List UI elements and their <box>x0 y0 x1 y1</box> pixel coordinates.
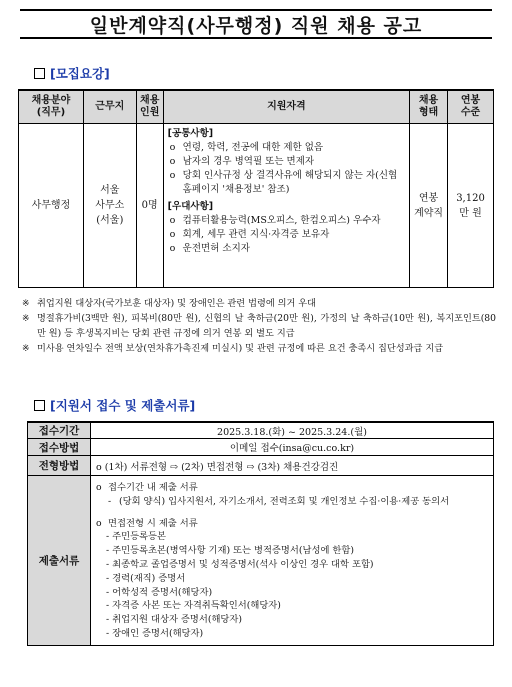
pref-title: [우대사항] <box>167 201 214 212</box>
method-label: 접수방법 <box>28 439 91 456</box>
header-type <box>410 90 448 124</box>
list-item: - 장애인 증명서(해당자) <box>106 627 204 639</box>
header-count-text: 채용 인원 <box>140 95 160 118</box>
section-heading-recruitment <box>34 64 110 82</box>
header-salary <box>448 90 494 124</box>
note-item <box>22 311 496 341</box>
doc-6: 자격증 사본 또는 자격취득확인서(해당자) <box>112 600 281 612</box>
common-item-1: 연령, 학력, 전공에 대한 제한 없음 <box>182 142 324 153</box>
header-type-text: 채용 형태 <box>418 95 439 118</box>
title-banner <box>20 9 492 39</box>
section-label: [모집요강] <box>50 66 110 81</box>
type-line-2: 계약직 <box>414 207 444 219</box>
docs-label: 제출서류 <box>28 476 91 646</box>
cell-location <box>83 124 136 288</box>
table-header-row <box>19 90 494 124</box>
list-item <box>168 228 405 242</box>
cell-type <box>410 124 448 288</box>
common-item-3: 당회 인사규정 상 결격사유에 해당되지 않는 자(신협홈페이지 '채용정보' 참조) <box>182 170 398 195</box>
table-row <box>28 456 494 476</box>
spacer <box>96 509 488 517</box>
header-count <box>136 90 163 124</box>
square-bullet-icon <box>34 400 45 411</box>
note-mark-icon: ※ <box>22 298 30 309</box>
doc-3: 최종학교 졸업증명서 및 성적증명서(석사 이상인 경우 대학 포함) <box>112 558 374 570</box>
note-text-2: 명절휴가비(3백만 원), 피복비(80만 원), 신협의 날 축하금(20만 원), 가정의 날 축하금(10만 원), 복지포인트(80만 원) 등 후생복지비는 당회 관련 규정에 의거 연봉 외 별도 지급 <box>37 313 496 339</box>
docs-heading <box>96 517 488 531</box>
notes-block <box>22 296 496 356</box>
note-item <box>22 341 496 356</box>
header-field-text: 채용분야 (직무) <box>31 95 71 118</box>
note-mark-icon: ※ <box>22 313 30 324</box>
list-item: - 취업지원 대상자 증명서(해당자) <box>106 614 243 626</box>
common-item-2: 남자의 경우 병역필 또는 면제자 <box>182 156 315 167</box>
note-text-3: 미사용 연차일수 전액 보상(연차휴가촉진제 미실시) 및 관련 규정에 따른 요건 충족시 집단성과급 지급 <box>37 343 444 354</box>
list-item <box>168 169 405 197</box>
note-item <box>22 296 496 311</box>
list-item: - 어학성적 증명서(해당자) <box>106 586 213 598</box>
bullet-icon: o <box>169 142 176 153</box>
bullet-icon: o <box>169 243 176 254</box>
doc-4: 경력(재직) 증명서 <box>112 572 186 584</box>
docs-sub-1: (당회 양식) 입사지원서, 자기소개서, 전력조회 및 개인정보 수집·이용·제공 동의서 <box>119 495 450 507</box>
field-value: 사무행정 <box>31 200 71 211</box>
doc-7: 취업지원 대상자 증명서(해당자) <box>112 614 243 626</box>
header-location-text: 근무지 <box>95 101 125 112</box>
list-item: - 주민등록등본 <box>106 531 166 543</box>
list-item <box>96 495 488 509</box>
list-item <box>168 214 405 228</box>
pref-item-1: 컴퓨터활용능력(MS오피스, 한컴오피스) 우수자 <box>182 215 381 226</box>
docs-head-2: 면접전형 시 제출 서류 <box>108 517 198 529</box>
header-qualification <box>163 90 409 124</box>
application-table <box>27 421 494 646</box>
pref-item-2: 회계, 세무 관련 지식·자격증 보유자 <box>182 229 330 240</box>
common-title: [공통사항] <box>167 128 214 139</box>
list-item <box>168 242 405 256</box>
table-row <box>28 476 494 646</box>
dash-icon: - <box>108 495 112 507</box>
table-row <box>19 124 494 288</box>
cell-salary <box>448 124 494 288</box>
table-row <box>28 439 494 456</box>
bullet-icon: o <box>169 156 176 167</box>
cell-qualification <box>163 124 409 288</box>
list-item: - 최종학교 졸업증명서 및 성적증명서(석사 이상인 경우 대학 포함) <box>106 558 374 570</box>
location-line-3: (서울) <box>96 215 124 226</box>
list-item: - 주민등록초본(병역사항 기재) 또는 병적증명서(남성에 한함) <box>106 545 354 557</box>
bullet-icon: o <box>169 215 176 226</box>
doc-5: 어학성적 증명서(해당자) <box>112 586 213 598</box>
list-item: - 자격증 사본 또는 자격취득확인서(해당자) <box>106 600 281 612</box>
list-item: - 경력(재직) 증명서 <box>106 572 186 584</box>
note-text-1: 취업지원 대상자(국가보훈 대상자) 및 장애인은 관련 법령에 의거 우대 <box>37 298 317 309</box>
docs-cell <box>91 476 494 646</box>
cell-field <box>19 124 84 288</box>
cell-count <box>136 124 163 288</box>
header-field <box>19 90 84 124</box>
square-bullet-icon <box>34 68 45 79</box>
salary-line-2: 만 원 <box>459 207 482 219</box>
list-item <box>168 155 405 169</box>
header-location <box>83 90 136 124</box>
bullet-icon: o <box>169 170 176 181</box>
page-title: 일반계약직(사무행정) 직원 채용 공고 <box>89 14 423 37</box>
list-item <box>168 141 405 155</box>
bullet-icon: o <box>96 517 102 529</box>
bullet-icon: o <box>169 229 176 240</box>
location-line-2: 사무소 <box>95 200 125 211</box>
process-value: o (1차) 서류전형 ⇨ (2차) 면접전형 ⇨ (3차) 채용건강검진 <box>91 456 494 476</box>
doc-2: 주민등록초본(병역사항 기재) 또는 병적증명서(남성에 한함) <box>112 545 354 557</box>
doc-8: 장애인 증명서(해당자) <box>112 627 204 639</box>
pref-item-3: 운전면허 소지자 <box>182 243 250 254</box>
period-value: 2025.3.18.(화) ~ 2025.3.24.(월) <box>91 422 494 439</box>
method-value: 이메일 접수(insa@cu.co.kr) <box>91 439 494 456</box>
docs-head-1: 접수기간 내 제출 서류 <box>108 482 198 493</box>
period-label: 접수기간 <box>28 422 91 439</box>
header-salary-text: 연봉 수준 <box>460 95 481 118</box>
location-line-1: 서울 <box>100 185 120 196</box>
bullet-icon: o <box>96 482 102 493</box>
note-mark-icon: ※ <box>22 343 30 354</box>
header-qualification-text: 지원자격 <box>267 101 306 112</box>
salary-line-1: 3,120 <box>456 192 485 204</box>
doc-1: 주민등록등본 <box>112 531 166 543</box>
docs-heading <box>96 481 488 495</box>
section-heading-application <box>34 396 195 414</box>
count-value: 0명 <box>141 200 158 211</box>
process-label: 전형방법 <box>28 456 91 476</box>
recruitment-table <box>18 89 494 288</box>
type-line-1: 연봉 <box>418 192 439 204</box>
section-label: [지원서 접수 및 제출서류] <box>50 398 196 413</box>
table-row <box>28 422 494 439</box>
